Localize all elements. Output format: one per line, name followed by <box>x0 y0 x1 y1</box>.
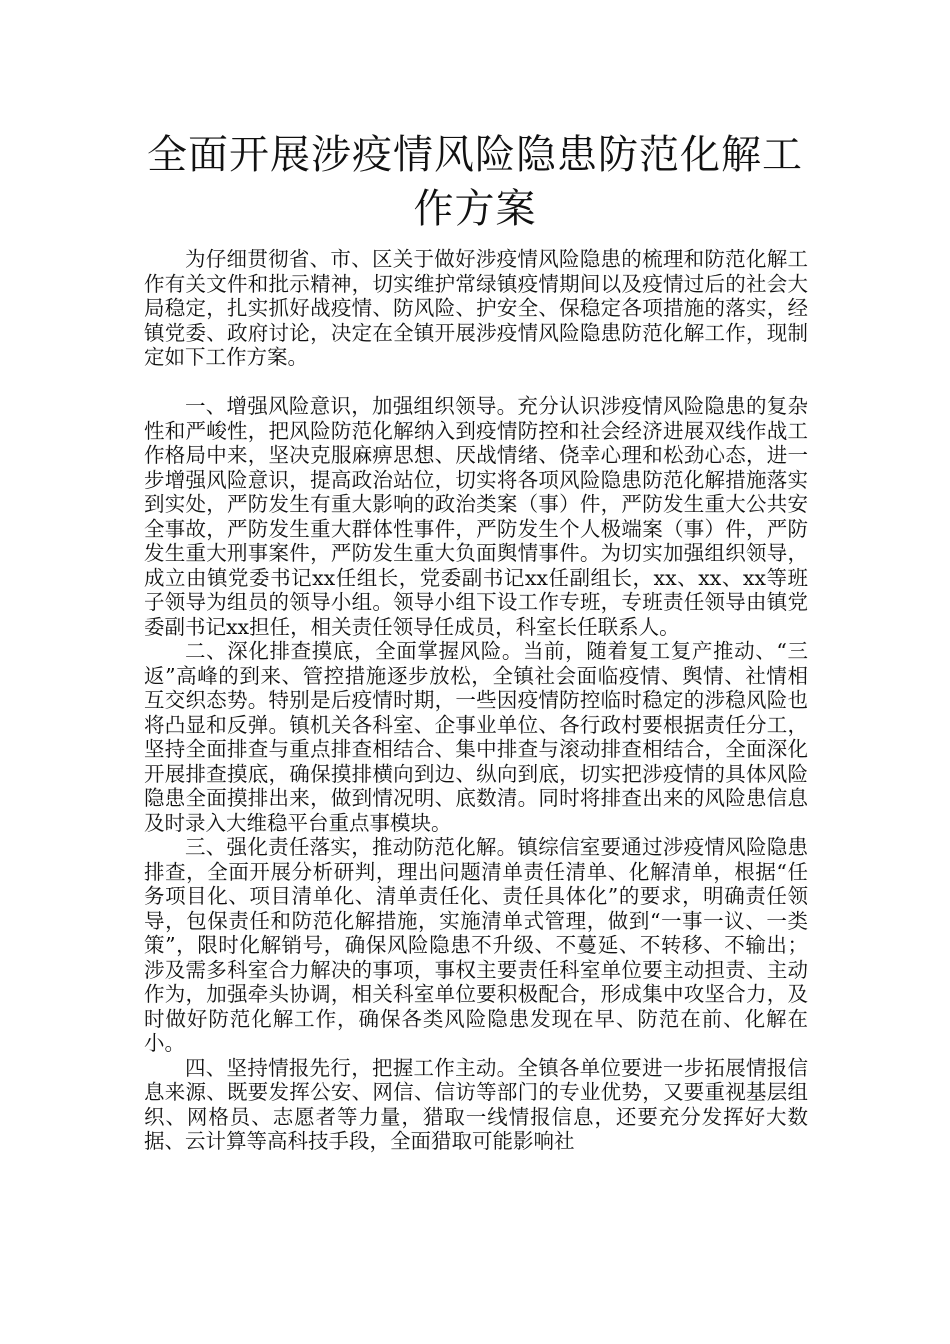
intro-paragraph: 为仔细贯彻省、市、区关于做好涉疫情风险隐患的梳理和防范化解工作有关文件和批示精神，切实维护常绿镇疫情期间以及疫情过后的社会大局稳定，扎实抓好战疫情、防风险、护安全、保稳定各项措施的落实，经镇党委、政府讨论，决定在全镇开展涉疫情风险隐患防范化解工作，现制定如下工作方案。 <box>144 247 808 369</box>
document-body <box>144 247 808 1154</box>
section-3-paragraph: 三、强化责任落实，推动防范化解。镇综信室要通过涉疫情风险隐患排查，全面开展分析研判，理出问题清单责任清单、化解清单，根据“任务项目化、项目清单化、清单责任化、责任具体化”的要求，明确责任领导，包保责任和防范化解措施，实施清单式管理，做到“一事一议、一类策”，限时化解销号，确保风险隐患不升级、不蔓延、不转移、不输出；涉及需多科室合力解决的事项，事权主要责任科室单位要主动担责、主动作为，加强牵头协调，相关科室单位要积极配合，形成集中攻坚合力，及时做好防范化解工作，确保各类风险隐患发现在早、防范在前、化解在小。 <box>144 835 808 1055</box>
section-4-paragraph: 四、坚持情报先行，把握工作主动。全镇各单位要进一步拓展情报信息来源、既要发挥公安、网信、信访等部门的专业优势，又要重视基层组织、网格员、志愿者等力量，猎取一线情报信息，还要充分发挥好大数据、云计算等高科技手段，全面猎取可能影响社 <box>144 1055 808 1153</box>
section-1-paragraph: 一、增强风险意识，加强组织领导。充分认识涉疫情风险隐患的复杂性和严峻性，把风险防范化解纳入到疫情防控和社会经济进展双线作战工作格局中来，坚决克服麻痹思想、厌战情绪、侥幸心理和松劲心态，进一步增强风险意识，提高政治站位，切实将各项风险隐患防范化解措施落实到实处，严防发生有重大影响的政治类案（事）件，严防发生重大公共安全事故，严防发生重大群体性事件，严防发生个人极端案（事）件，严防发生重大刑事案件，严防发生重大负面舆情事件。为切实加强组织领导，成立由镇党委书记xx任组长，党委副书记xx任副组长，xx、xx、xx等班子领导为组员的领导小组。领导小组下设工作专班，专班责任领导由镇党委副书记xx担任，相关责任领导任成员，科室长任联系人。 <box>144 394 808 639</box>
section-2-paragraph: 二、深化排查摸底，全面掌握风险。当前，随着复工复产推动、“三返”高峰的到来、管控措施逐步放松，全镇社会面临疫情、舆情、社情相互交织态势。特别是后疫情时期，一些因疫情防控临时稳定的涉稳风险也将凸显和反弹。镇机关各科室、企事业单位、各行政村要根据责任分工，坚持全面排查与重点排查相结合、集中排查与滚动排查相结合，全面深化开展排查摸底，确保摸排横向到边、纵向到底，切实把涉疫情的具体风险隐患全面摸排出来，做到情况明、底数清。同时将排查出来的风险患信息及时录入大维稳平台重点事模块。 <box>144 639 808 835</box>
document-title: 全面开展涉疫情风险隐患防范化解工作方案 <box>147 132 803 232</box>
